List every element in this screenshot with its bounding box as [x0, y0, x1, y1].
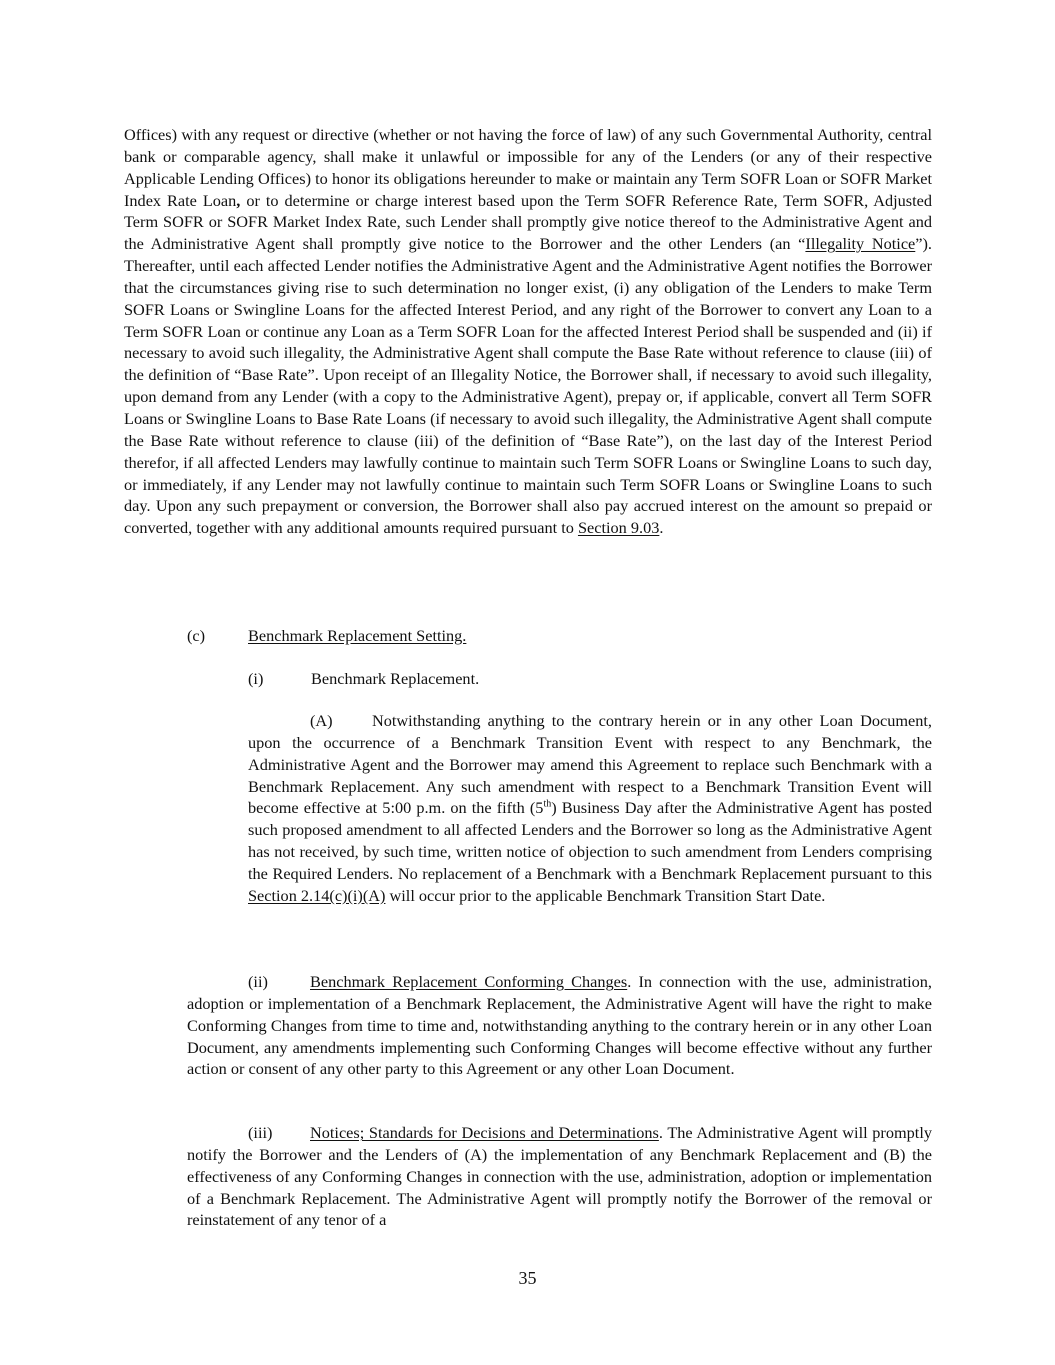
enumerator-A: (A) [310, 711, 333, 730]
bold-comma: , [236, 190, 241, 210]
text-run: or to determine or charge interest based upon the Term SOFR Reference Rate, Term SOFR, Adjusted Term SOFR or SOFR Market Index Rate, such Lender shall promptly give notice thereof to the Administrative Agent and the Administrative Agent shall promptly give notice to the Borrower and the other Lenders (an “ [124, 190, 932, 254]
paragraph-iii [187, 1122, 932, 1231]
paragraph-illegality [124, 124, 932, 539]
heading-title-benchmark-replacement: Benchmark Replacement. [311, 669, 480, 688]
heading-title-conforming-changes: Benchmark Replacement Conforming Changes [310, 972, 628, 991]
paragraph-ii [187, 971, 932, 1080]
enumerator-iii: (iii) [248, 1123, 273, 1142]
text-run: ”). Thereafter, until each affected Lender notifies the Administrative Agent and the Administrative Agent notifies the Borrower that the circumstances giving rise to such determination no longer exist, (i) any obligation of the Lenders to make Term SOFR Loans or Swingline Loans for the affected Interest Period, and any right of the Borrower to convert any Loan to a Term SOFR Loan or continue any Loan as a Term SOFR Loan for the affected Interest Period shall be suspended and (ii) if necessary to avoid such illegality, the Administrative Agent shall compute the Base Rate without reference to clause (iii) of the definition of “Base Rate”. Upon receipt of an Illegality Notice, the Borrower shall, if necessary to avoid such illegality, upon demand from any Lender (with a copy to the Administrative Agent), prepay or, if applicable, convert all Term SOFR Loans or Swingline Loans to Base Rate Loans (if necessary to avoid such illegality, the Administrative Agent shall compute the Base Rate without reference to clause (iii) of the definition of “Base Rate”), on the last day of the Interest Period therefor, if all affected Lenders may lawfully continue to maintain such Term SOFR Loans or Swingline Loans to such day, or immediately, if any Lender may not lawfully continue to maintain such Term SOFR Loans or Swingline Loans to such day. Upon any such prepayment or conversion, the Borrower shall also pay accrued interest on the amount so prepaid or converted, together with any additional amounts required pursuant to [124, 234, 932, 538]
text-run: ) Business Day after the Administrative Agent has posted such proposed amendment to all affected Lenders and the Borrower so long as the Administrative Agent has not received, by such time, written notice of objection to such amendment from Lenders comprising the Required Lenders. No replacement of a Benchmark with a Benchmark Replacement pursuant to this [248, 798, 932, 883]
heading-title-benchmark-replacement-setting: Benchmark Replacement Setting. [248, 626, 467, 645]
enumerator-c: (c) [187, 626, 206, 645]
heading-title-notices-standards: Notices; Standards for Decisions and Determinations [310, 1123, 659, 1142]
page-number: 35 [518, 1268, 537, 1288]
text-run: . The Administrative Agent will promptly notify the Borrower and the Lenders of (A) the implementation of any Benchmark Replacement and (B) the effectiveness of any Conforming Changes in connection with the use, administration, adoption or implementation of a Benchmark Replacement. The Administrative Agent will promptly notify the Borrower of the removal or reinstatement of any tenor of a [187, 1123, 932, 1230]
text-run: Offices) with any request or directive (whether or not having the force of law) of any such Governmental Authority, central bank or comparable agency, shall make it unlawful or impossible for any of the Lenders (or any of their respective Applicable Lending Offices) to honor its obligations hereunder to make or maintain any Term SOFR Loan or SOFR Market Index Rate Loan [124, 125, 932, 210]
text-run: . In connection with the use, administration, adoption or implementation of a Benchmark Replacement, the Administrative Agent will have the right to make Conforming Changes from time to time and, notwithstanding anything to the contrary herein or in any other Loan Document, any amendments implementing such Conforming Changes will become effective without any further action or consent of any other party to this Agreement or any other Loan Document. [187, 972, 933, 1079]
paragraph-A [248, 710, 932, 907]
text-run: . [659, 518, 664, 538]
text-run: Notwithstanding anything to the contrary herein or in any other Loan Document, upon the occurrence of a Benchmark Transition Event with respect to any Benchmark, the Administrative Agent and the Borrower may amend this Agreement to replace such Benchmark with a Benchmark Replacement. Any such amendment with respect to a Benchmark Transition Event will become effective at 5:00 p.m. on the fifth (5 [248, 711, 932, 818]
section-reference-9-03: Section 9.03 [577, 518, 660, 538]
section-reference-2-14: Section 2.14(c)(i)(A) [248, 885, 386, 905]
superscript-th: th [543, 798, 552, 810]
text-run: will occur prior to the applicable Benchmark Transition Start Date. [385, 885, 826, 905]
enumerator-i: (i) [248, 669, 264, 688]
enumerator-ii: (ii) [248, 972, 268, 991]
defined-term-illegality-notice: Illegality Notice [805, 234, 916, 254]
